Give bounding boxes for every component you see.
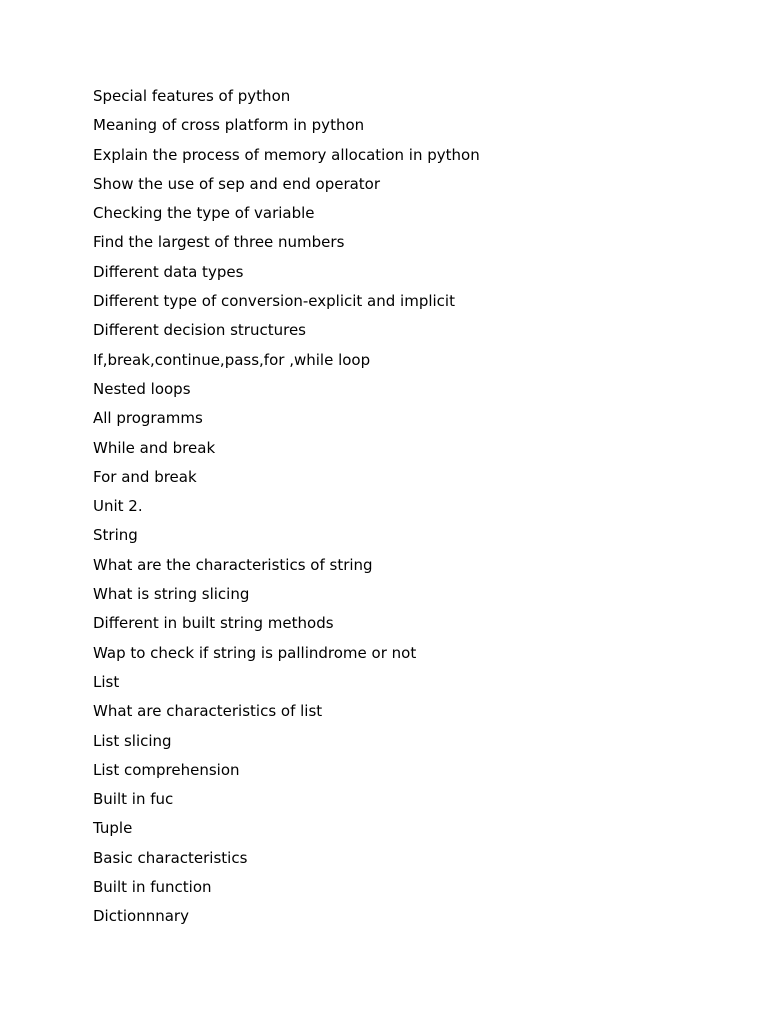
text-line: List comprehension xyxy=(93,760,240,779)
text-line: Checking the type of variable xyxy=(93,204,315,223)
text-line: Different data types xyxy=(93,262,244,281)
text-line: Different type of conversion-explicit and implicit xyxy=(93,292,455,311)
text-line: What are the characteristics of string xyxy=(93,555,373,574)
text-line: Tuple xyxy=(93,819,133,838)
text-line: What are characteristics of list xyxy=(93,702,323,721)
text-line: All programms xyxy=(93,409,203,428)
text-line: Show the use of sep and end operator xyxy=(93,174,381,193)
text-line: Special features of python xyxy=(93,87,291,105)
text-line: Explain the process of memory allocation in python xyxy=(93,145,480,164)
text-line: Find the largest of three numbers xyxy=(93,233,345,252)
text-line: For and break xyxy=(93,467,197,486)
text-line: What is string slicing xyxy=(93,585,250,604)
text-line: Dictionnnary xyxy=(93,907,189,926)
text-line: Nested loops xyxy=(93,379,191,398)
text-line: If,break,continue,pass,for ,while loop xyxy=(93,350,371,369)
text-line: Different decision structures xyxy=(93,321,306,340)
text-line: List xyxy=(93,672,120,691)
text-line: Meaning of cross platform in python xyxy=(93,116,365,135)
document-body xyxy=(93,84,480,934)
section-heading: Unit 2. xyxy=(93,497,143,516)
text-line: List slicing xyxy=(93,731,172,750)
text-line: While and break xyxy=(93,438,216,457)
text-line: Built in fuc xyxy=(93,790,174,809)
text-line: Basic characteristics xyxy=(93,848,248,867)
text-line: String xyxy=(93,526,138,545)
text-line: Built in function xyxy=(93,878,212,897)
text-line: Wap to check if string is pallindrome or not xyxy=(93,643,417,662)
text-line: Different in built string methods xyxy=(93,614,334,633)
